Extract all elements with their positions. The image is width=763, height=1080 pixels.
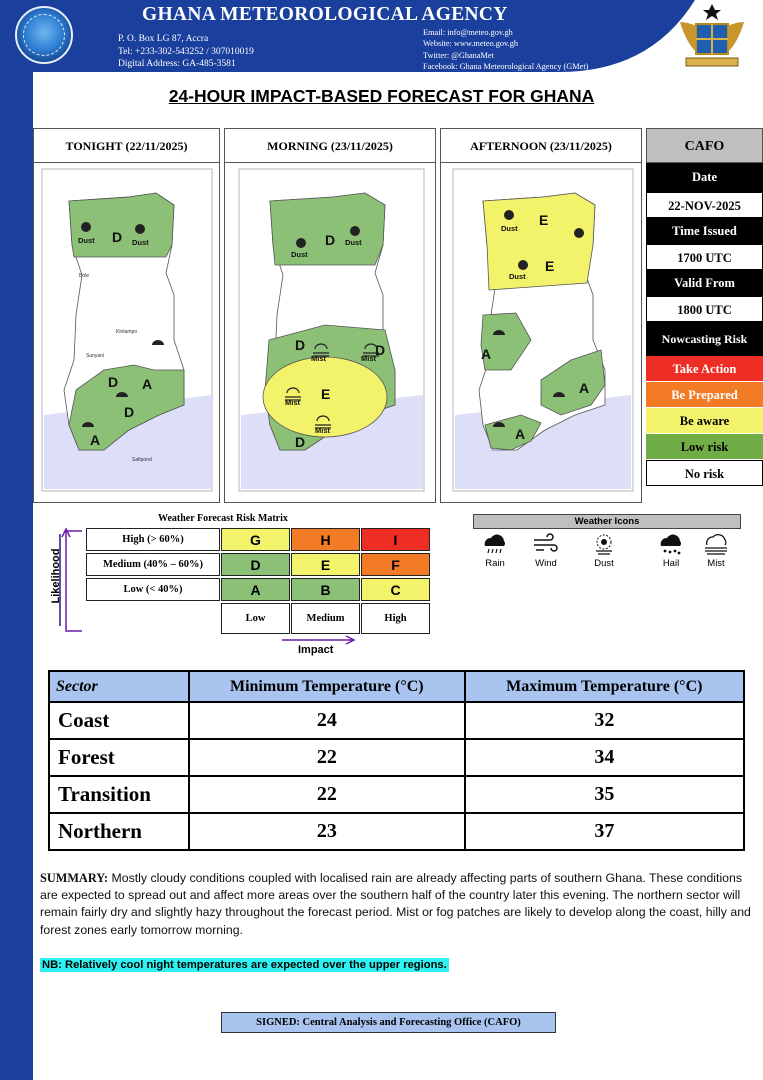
nowcasting-label: Nowcasting Risk <box>646 322 763 356</box>
time-issued-label: Time Issued <box>646 218 763 244</box>
panel-morning <box>224 128 436 503</box>
place-label: Kintampo <box>116 329 138 335</box>
risk-letter: D <box>295 434 306 450</box>
time-issued-value: 1700 UTC <box>646 244 763 270</box>
weather-label: Dust <box>509 272 526 281</box>
place-label: Sunyani <box>86 353 105 359</box>
address-line: P. O. Box LG 87, Accra <box>118 34 209 44</box>
weather-label: Mist <box>361 354 376 363</box>
impact-label: Impact <box>298 644 334 656</box>
place-label: Bole <box>79 273 90 279</box>
weather-label: Dust <box>345 238 362 247</box>
matrix-cell-b: B <box>291 578 360 601</box>
weather-label: Dust <box>501 224 518 233</box>
matrix-cell-e: E <box>291 553 360 576</box>
weather-label: Mist <box>311 354 326 363</box>
website-line: Website: www.meteo.gov.gh <box>423 39 519 49</box>
table-row <box>49 739 744 776</box>
weather-label: Dust <box>291 250 308 259</box>
risk-letter: D <box>112 229 123 245</box>
risk-letter: D <box>295 337 306 353</box>
dust-icon <box>350 226 360 236</box>
risk-take-action: Take Action <box>646 356 763 382</box>
agency-name: GHANA METEOROLOGICAL AGENCY <box>142 4 508 25</box>
valid-from-value: 1800 UTC <box>646 296 763 322</box>
header-band <box>0 0 763 72</box>
max-temp: 32 <box>465 702 744 739</box>
likelihood-medium: Medium (40% – 60%) <box>86 553 220 576</box>
dust-icon <box>518 260 528 270</box>
max-temp: 35 <box>465 776 744 813</box>
signed-footer: SIGNED: Central Analysis and Forecasting Office (CAFO) <box>221 1012 556 1033</box>
wind-icon <box>532 532 560 556</box>
risk-letter: D <box>108 374 119 390</box>
ghana-map-afternoon <box>441 165 641 501</box>
risk-be-prepared: Be Prepared <box>646 382 763 408</box>
email-line: Email: info@meteo.gov.gh <box>423 28 513 37</box>
min-temp: 24 <box>189 702 465 739</box>
agency-address <box>118 33 254 71</box>
risk-letter: D <box>375 342 386 358</box>
risk-letter: D <box>325 232 336 248</box>
matrix-cell-d: D <box>221 553 290 576</box>
risk-be-aware: Be aware <box>646 408 763 434</box>
table-row <box>49 813 744 850</box>
agency-contacts <box>423 27 588 73</box>
legend-label: Dust <box>594 558 614 569</box>
panel-heading: TONIGHT (22/11/2025) <box>34 129 219 163</box>
summary-paragraph <box>40 870 756 939</box>
risk-letter: A <box>90 432 101 448</box>
risk-letter: D <box>124 404 135 420</box>
dust-icon <box>135 224 145 234</box>
weather-label: Mist <box>315 426 330 435</box>
ghana-map-tonight <box>34 165 219 501</box>
risk-letter: E <box>539 212 549 228</box>
legend-rain <box>475 532 515 569</box>
cafo-panel <box>646 128 763 486</box>
impact-medium: Medium <box>291 603 360 634</box>
min-temp: 23 <box>189 813 465 850</box>
weather-label: Mist <box>285 398 300 407</box>
impact-low: Low <box>221 603 290 634</box>
weather-icons-title: Weather Icons <box>473 514 741 529</box>
facebook-line: Facebook: Ghana Meteorological Agency (GMet) <box>423 62 589 72</box>
nb-note: NB: Relatively cool night temperatures are expected over the upper regions. <box>42 959 447 971</box>
valid-from-label: Valid From <box>646 270 763 296</box>
risk-letter: A <box>579 380 590 396</box>
max-temp: 34 <box>465 739 744 776</box>
matrix-cell-f: F <box>361 553 430 576</box>
risk-matrix-title: Weather Forecast Risk Matrix <box>158 513 288 524</box>
panel-heading: MORNING (23/11/2025) <box>225 129 435 163</box>
summary-label: SUMMARY: <box>40 871 109 885</box>
legend-mist <box>696 532 736 569</box>
sector-name: Coast <box>49 702 189 739</box>
legend-label: Hail <box>662 558 680 569</box>
impact-high: High <box>361 603 430 634</box>
likelihood-label: Likelihood <box>50 548 62 604</box>
legend-label: Wind <box>535 558 557 569</box>
dust-icon <box>504 210 514 220</box>
dust-icon <box>574 228 584 238</box>
matrix-cell-a: A <box>221 578 290 601</box>
rain-icon <box>481 532 509 556</box>
matrix-cell-i: I <box>361 528 430 551</box>
hail-icon <box>657 532 685 556</box>
date-value: 22-NOV-2025 <box>646 192 763 218</box>
table-row <box>49 702 744 739</box>
weather-label: Dust <box>78 236 95 245</box>
table-row <box>49 776 744 813</box>
matrix-cell-c: C <box>361 578 430 601</box>
likelihood-high: High (> 60%) <box>86 528 220 551</box>
summary-text: Mostly cloudy conditions coupled with localised rain are already affecting parts of southern Ghana. These conditions are expected to spread out and affect more areas over the southern half of the country later this evening. The northern sector will remain fairly dry and slightly hazy throughout the forecast period. Mist or fog patches are likely to develop along the coast, hilly and forest zones early tomorrow morning. <box>40 871 751 937</box>
page-title: 24-HOUR IMPACT-BASED FORECAST FOR GHANA <box>168 86 595 106</box>
max-temp: 37 <box>465 813 744 850</box>
risk-letter: E <box>321 386 331 402</box>
place-label: Saltpond <box>132 457 152 463</box>
digital-address-line: Digital Address: GA-485-3581 <box>118 59 236 69</box>
likelihood-bracket <box>56 527 86 637</box>
dust-icon <box>81 222 91 232</box>
min-temp: 22 <box>189 739 465 776</box>
column-header: Sector <box>49 671 189 702</box>
date-label: Date <box>646 163 763 192</box>
legend-label: Mist <box>707 558 725 569</box>
weather-label: Dust <box>132 238 149 247</box>
legend-hail <box>651 532 691 569</box>
gmet-logo <box>15 6 73 64</box>
risk-none: No risk <box>646 460 763 486</box>
mist-icon <box>702 532 730 556</box>
risk-letter: A <box>142 376 153 392</box>
matrix-cell-h: H <box>291 528 360 551</box>
cafo-title: CAFO <box>646 128 763 163</box>
risk-letter: E <box>545 258 555 274</box>
legend-label: Rain <box>485 558 505 569</box>
matrix-cell-g: G <box>221 528 290 551</box>
risk-low: Low risk <box>646 434 763 460</box>
panel-tonight <box>33 128 220 503</box>
ghana-map-morning <box>225 165 435 501</box>
legend-dust <box>584 532 624 569</box>
temperature-table <box>48 670 745 851</box>
risk-letter: A <box>515 426 526 442</box>
left-blue-bar <box>0 0 33 1080</box>
table-header-row <box>49 671 744 702</box>
min-temp: 22 <box>189 776 465 813</box>
sector-name: Forest <box>49 739 189 776</box>
panel-heading: AFTERNOON (23/11/2025) <box>441 129 641 163</box>
likelihood-low: Low (< 40%) <box>86 578 220 601</box>
twitter-line: Twitter: @GhanaMet <box>423 50 494 60</box>
column-header: Minimum Temperature (°C) <box>189 671 465 702</box>
sector-name: Transition <box>49 776 189 813</box>
risk-letter: A <box>481 346 492 362</box>
phone-line: Tel: +233-302-543252 / 307010019 <box>118 46 254 57</box>
sector-name: Northern <box>49 813 189 850</box>
panel-afternoon <box>440 128 642 503</box>
ghana-coat-of-arms <box>676 2 748 70</box>
dust-icon <box>590 532 618 556</box>
column-header: Maximum Temperature (°C) <box>465 671 744 702</box>
legend-wind <box>526 532 566 569</box>
dust-icon <box>296 238 306 248</box>
